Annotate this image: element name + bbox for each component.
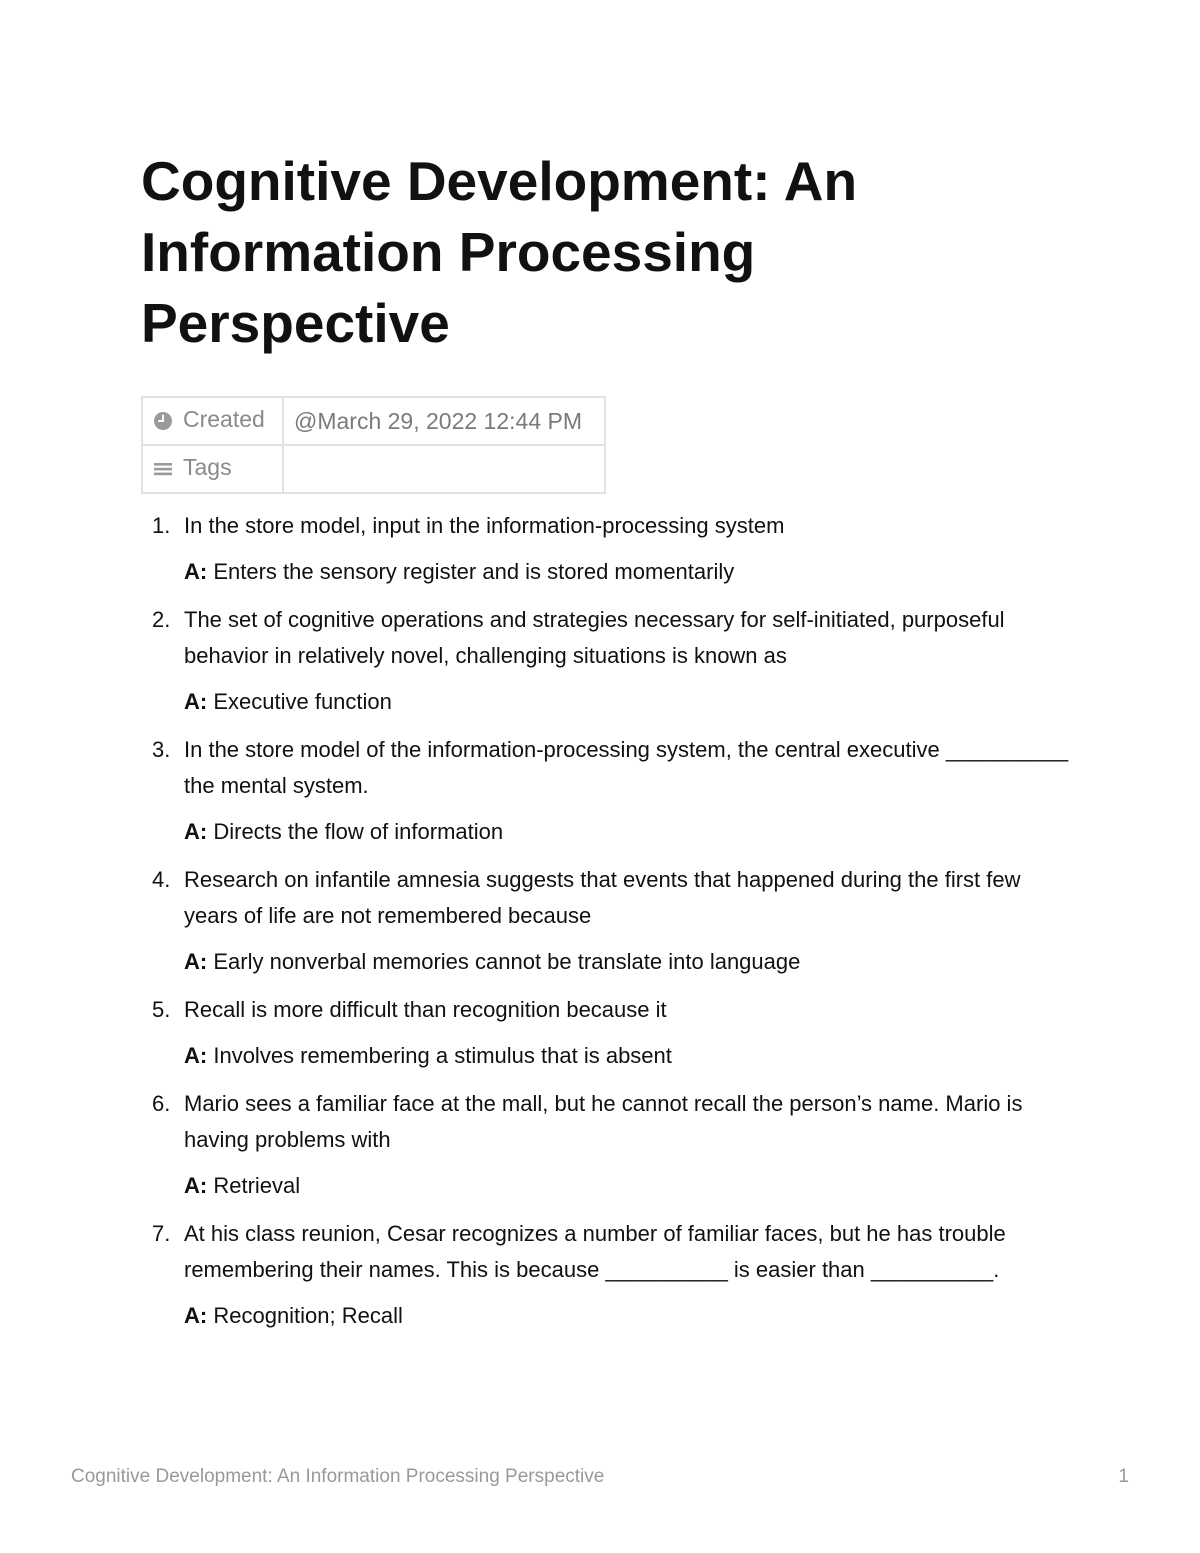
question-number: 2.: [152, 607, 171, 632]
property-row-tags: [142, 445, 605, 493]
question-number: 5.: [152, 997, 171, 1022]
page-title: Cognitive Development: An Information Processing Perspective: [141, 150, 858, 354]
question-text: Mario sees a familiar face at the mall, but he cannot recall the person’s name. Mario is having problems with: [184, 1091, 1023, 1152]
footer-page-number: 1: [1118, 1466, 1129, 1487]
answer-prefix: A:: [184, 1303, 208, 1328]
created-value[interactable]: @March 29, 2022 12:44 PM: [283, 397, 605, 445]
property-key-created: [142, 397, 283, 445]
answer-line: [184, 1038, 1072, 1074]
property-key-tags: [142, 445, 283, 493]
answer-line: [184, 1298, 1072, 1334]
list-item: [142, 732, 1072, 850]
list-item: [142, 1086, 1072, 1204]
answer-prefix: A:: [184, 559, 208, 584]
list-icon: [153, 458, 173, 485]
answer-prefix: A:: [184, 689, 208, 714]
question-number: 1.: [152, 513, 171, 538]
answer-line: [184, 684, 1072, 720]
list-item: [142, 602, 1072, 720]
tags-label: Tags: [183, 453, 232, 480]
answer-line: [184, 814, 1072, 850]
list-item: [142, 992, 1072, 1074]
answer-text: Involves remembering a stimulus that is absent: [213, 1043, 672, 1068]
answer-text: Early nonverbal memories cannot be translate into language: [213, 949, 801, 974]
list-item: [142, 1216, 1072, 1334]
properties-table: [141, 396, 606, 494]
question-number: 6.: [152, 1091, 171, 1116]
question-number: 7.: [152, 1221, 171, 1246]
answer-line: [184, 554, 1072, 590]
question-text: At his class reunion, Cesar recognizes a number of familiar faces, but he has trouble remembering their names. This is because __________ is easier than __________.: [184, 1221, 1006, 1282]
answer-line: [184, 944, 1072, 980]
question-number: 3.: [152, 737, 171, 762]
question-text: In the store model, input in the information-processing system: [184, 513, 785, 538]
answer-text: Executive function: [213, 689, 392, 714]
answer-line: [184, 1168, 1072, 1204]
answer-prefix: A:: [184, 819, 208, 844]
clock-icon: [153, 410, 173, 437]
answer-text: Retrieval: [213, 1173, 301, 1198]
answer-prefix: A:: [184, 1043, 208, 1068]
footer-title: Cognitive Development: An Information Processing Perspective: [71, 1466, 605, 1487]
property-row-created: [142, 397, 605, 445]
created-label: Created: [183, 405, 265, 432]
question-text: In the store model of the information-processing system, the central executive __________ the mental system.: [184, 737, 1069, 798]
answer-prefix: A:: [184, 1173, 208, 1198]
question-text: Research on infantile amnesia suggests that events that happened during the first few years of life are not remembered because: [184, 867, 1021, 928]
answer-prefix: A:: [184, 949, 208, 974]
question-text: The set of cognitive operations and strategies necessary for self-initiated, purposeful behavior in relatively novel, challenging situations is known as: [184, 607, 1005, 668]
answer-text: Recognition; Recall: [213, 1303, 403, 1328]
list-item: [142, 508, 1072, 590]
question-text: Recall is more difficult than recognition because it: [184, 997, 667, 1022]
list-item: [142, 862, 1072, 980]
answer-text: Directs the flow of information: [213, 819, 504, 844]
question-number: 4.: [152, 867, 171, 892]
question-list: [142, 508, 1072, 1346]
tags-value[interactable]: [283, 445, 605, 493]
answer-text: Enters the sensory register and is stored momentarily: [213, 559, 735, 584]
